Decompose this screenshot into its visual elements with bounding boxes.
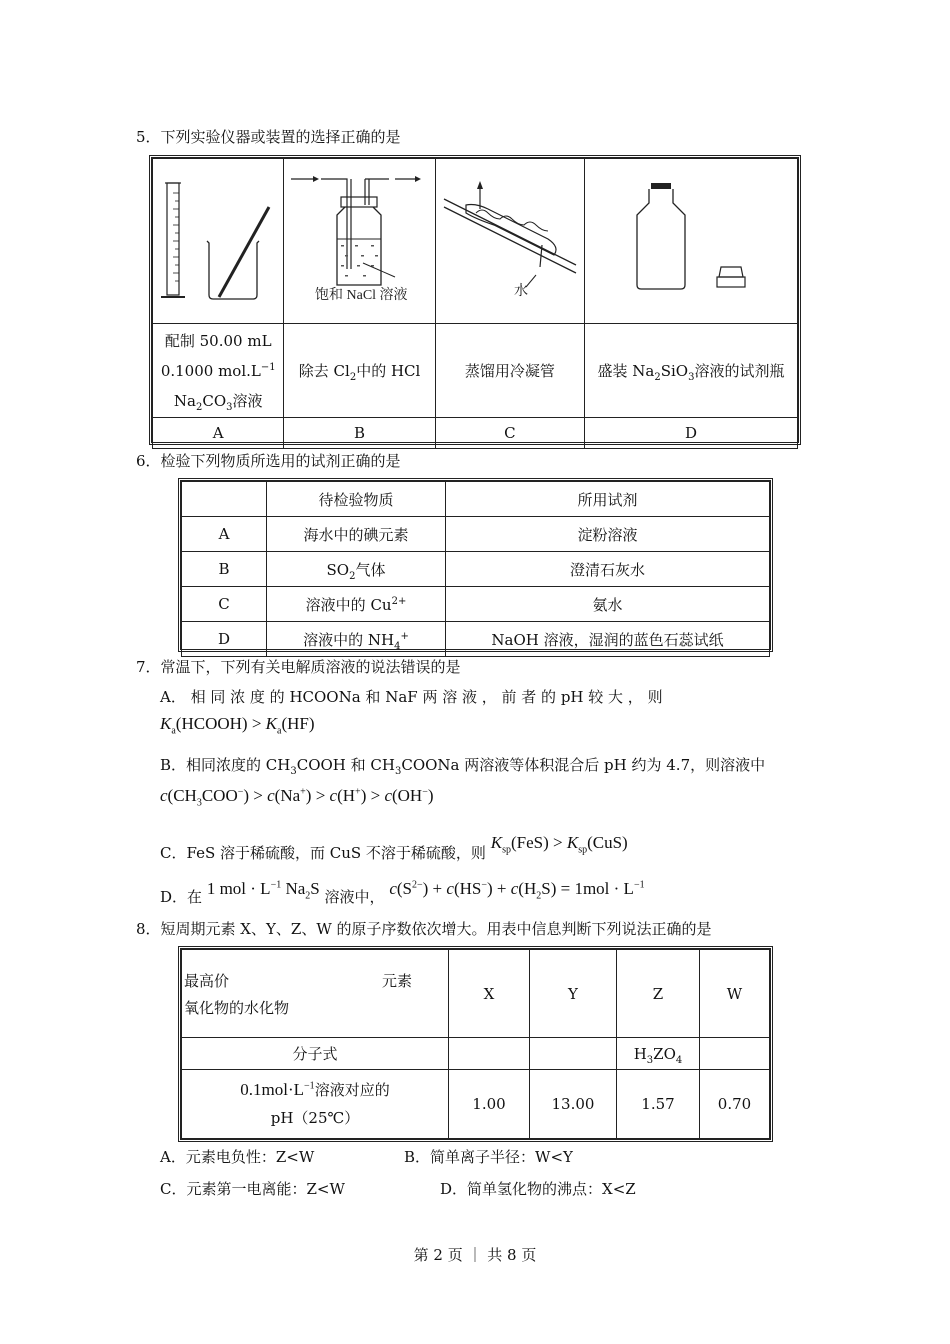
q5-stem: 5．下列实验仪器或装置的选择正确的是: [136, 128, 401, 146]
q7-option-d: D．在 1 mol · $L^{-1}$ $Na_2S$ 溶液中， $c(S^{2-}) + c(HS^-) + c(H_2S) = 1mol \cdot L^{-1}$: [160, 879, 645, 906]
q5-image-c-caption: 水: [513, 284, 528, 299]
q7-option-b-formula: $c(CH_3COO^-) > c(Na^+) > c(H^+) > c(OH^-)$: [160, 786, 434, 809]
q7-option-a-formula: $K_a(HCOOH) > K_a(HF)$: [160, 714, 315, 737]
q6-header-blank: [182, 482, 267, 517]
q7-option-b: B．相同浓度的 $CH_3COOH$ 和 $CH_3COONa$ 两溶液等体积混合后 pH 约为 4.7，则溶液中: [160, 756, 766, 777]
q8-header-corner: 最高价 元素 氧化物的水化物: [182, 950, 449, 1038]
q8-option-a: A．元素电负性：Z<W: [160, 1148, 315, 1166]
q5-table: [149, 155, 801, 445]
table-row: D 溶液中的 $NH_4^+$ NaOH 溶液，湿润的蓝色石蕊试纸: [182, 622, 770, 657]
q6-table: [178, 478, 773, 652]
q8-header-w: W: [700, 950, 770, 1038]
table-row: 分子式 $H_3ZO_4$: [182, 1038, 770, 1070]
q5-image-b: [284, 159, 435, 324]
q8-option-d: D．简单氢化物的沸点：X<Z: [440, 1180, 636, 1198]
q7-stem: 7．常温下，下列有关电解质溶液的说法错误的是: [136, 658, 461, 676]
q6-stem: 6．检验下列物质所选用的试剂正确的是: [136, 452, 401, 470]
q5-image-c: [435, 159, 584, 324]
q5-option-c-desc: 蒸馏用冷凝管: [435, 324, 584, 418]
q5-option-d-desc: 盛装 $Na_2SiO_3$溶液的试剂瓶: [585, 324, 798, 418]
graduated-cylinder-beaker-icon: [153, 159, 283, 319]
q5-option-b-desc: 除去 $Cl_2$中的 HCl: [284, 324, 435, 418]
table-row: C 溶液中的 $Cu^{2+}$ 氨水: [182, 587, 770, 622]
q6-header-reagent: 所用试剂: [446, 482, 770, 517]
q5-option-a-desc: 配制 50.00 mL 0.1000 $mol.L^{-1}$ $Na_2CO_3$溶液: [153, 324, 284, 418]
table-row: $0.1mol\cdot L^{-1}$溶液对应的 pH（25℃） 1.00 13.00 1.57 0.70: [182, 1070, 770, 1139]
q5-label-d: D: [585, 418, 798, 449]
reagent-bottle-icon: [585, 159, 797, 319]
q5-image-a: [153, 159, 284, 324]
q8-header-z: Z: [617, 950, 700, 1038]
q8-option-c: C．元素第一电离能：Z<W: [160, 1180, 345, 1198]
q7-option-c: C．FeS 溶于稀硫酸，而 CuS 不溶于稀硫酸，则 $K_{sp}(FeS) > K_{sp}(CuS)$: [160, 833, 628, 862]
q8-header-y: Y: [530, 950, 617, 1038]
q8-stem: 8．短周期元素 X、Y、Z、W 的原子序数依次增大。用表中信息判断下列说法正确的是: [136, 920, 712, 938]
table-row: A 海水中的碘元素 淀粉溶液: [182, 517, 770, 552]
q6-header-substance: 待检验物质: [267, 482, 446, 517]
q8-table: [178, 946, 773, 1142]
table-row: B $SO_2$气体 澄清石灰水: [182, 552, 770, 587]
page-footer: 第 2 页 ｜ 共 8 页: [413, 1246, 537, 1264]
q5-label-b: B: [284, 418, 435, 449]
q8-option-b: B．简单离子半径：W<Y: [404, 1148, 573, 1166]
gas-washing-bottle-icon: [285, 159, 435, 319]
q5-label-a: A: [153, 418, 284, 449]
q7-option-a: A． 相 同 浓 度 的 HCOONa 和 NaF 两 溶 液 ， 前 者 的 pH 较 大 ， 则: [160, 688, 663, 706]
q5-image-b-caption: 饱和 NaCl 溶液: [314, 288, 408, 303]
q5-label-c: C: [435, 418, 584, 449]
q5-image-d: [585, 159, 798, 324]
condenser-tube-icon: [436, 159, 584, 319]
q8-header-x: X: [449, 950, 530, 1038]
